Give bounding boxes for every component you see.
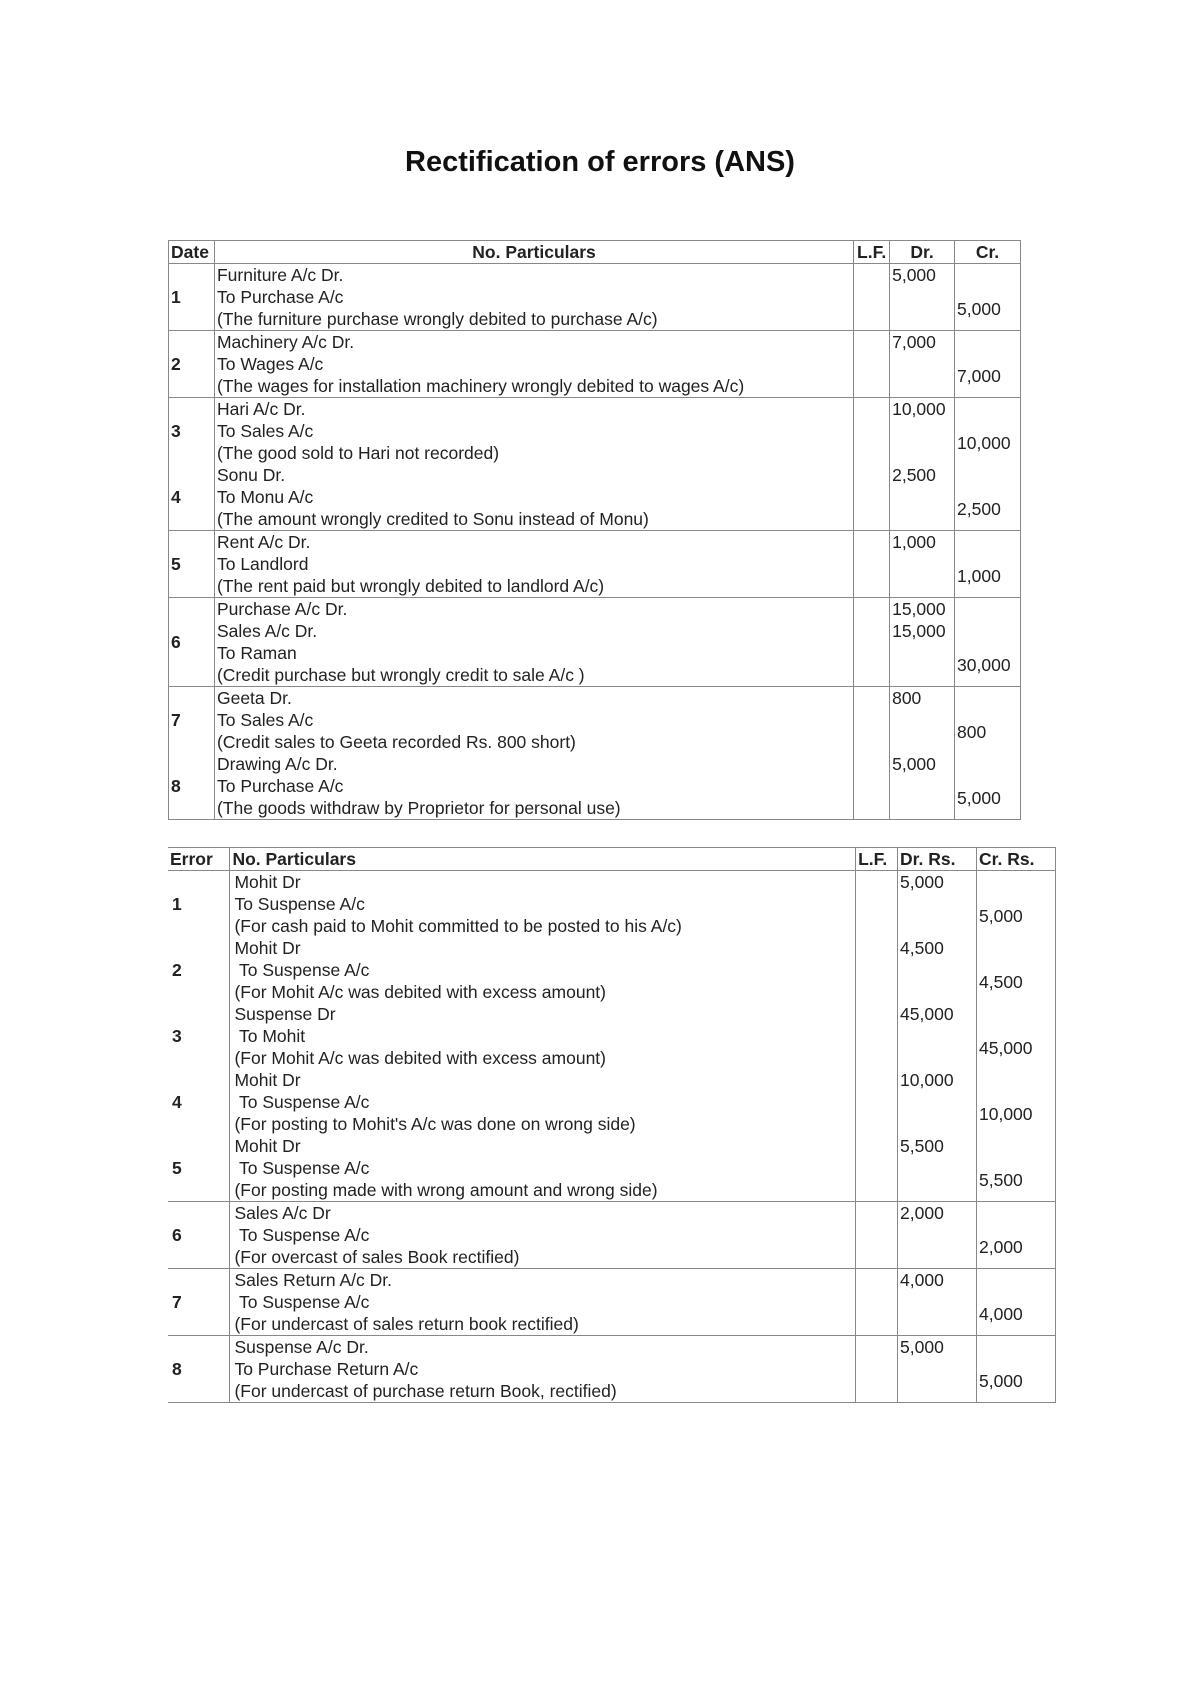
header-lf: L.F. (856, 848, 898, 871)
header-date: Date (169, 241, 215, 264)
entry-debit-amount: 7,000 (890, 331, 955, 398)
entry-lf (854, 464, 890, 531)
entry-lf (856, 1135, 898, 1202)
particulars-line: To Sales A/c (216, 421, 314, 441)
entry-lf (854, 687, 890, 754)
entry-particulars (230, 1202, 856, 1269)
table-row (168, 937, 1056, 1003)
header-dr: Dr. (890, 241, 955, 264)
entry-lf (856, 871, 898, 938)
entry-credit-amount: 10,000 (977, 1069, 1056, 1135)
particulars-line: (For posting to Mohit's A/c was done on wrong side) (234, 1114, 636, 1134)
table-row (169, 753, 1021, 820)
entry-credit-amount: 5,000 (955, 753, 1021, 820)
table-row (169, 687, 1021, 754)
table-row (168, 1003, 1056, 1069)
table-row (168, 871, 1056, 938)
entry-particulars (214, 264, 853, 331)
table-header-row (168, 848, 1056, 871)
particulars-line: Geeta Dr. (216, 688, 292, 708)
header-particulars: No. Particulars (230, 848, 856, 871)
header-cr: Cr. (955, 241, 1021, 264)
entry-credit-amount: 5,000 (955, 264, 1021, 331)
table-row (168, 1269, 1056, 1336)
entry-credit-amount: 5,500 (977, 1135, 1056, 1202)
entry-lf (854, 753, 890, 820)
particulars-line: Mohit Dr (234, 1136, 301, 1156)
entry-particulars (230, 1269, 856, 1336)
entry-credit-amount: 30,000 (955, 598, 1021, 687)
particulars-line: To Purchase A/c (216, 287, 344, 307)
entry-credit-amount: 4,000 (977, 1269, 1056, 1336)
particulars-line: (For cash paid to Mohit committed to be posted to his A/c) (234, 916, 682, 936)
entry-particulars (214, 687, 853, 754)
entry-credit-amount: 45,000 (977, 1003, 1056, 1069)
particulars-line: To Suspense A/c (234, 1092, 370, 1112)
header-error: Error (168, 848, 230, 871)
particulars-line: To Suspense A/c (234, 1225, 370, 1245)
entry-debit-amount: 5,000 (898, 1336, 977, 1403)
particulars-line: To Suspense A/c (234, 1158, 370, 1178)
entry-number: 3 (168, 1003, 230, 1069)
particulars-line: Sales A/c Dr. (216, 621, 318, 641)
entry-number: 8 (169, 753, 215, 820)
entry-credit-amount: 5,000 (977, 1336, 1056, 1403)
entry-particulars (214, 753, 853, 820)
table-row (169, 398, 1021, 465)
entry-particulars (214, 464, 853, 531)
particulars-line: Mohit Dr (234, 1070, 301, 1090)
entry-lf (856, 1269, 898, 1336)
entry-number: 4 (168, 1069, 230, 1135)
entry-lf (854, 598, 890, 687)
entry-lf (854, 531, 890, 598)
entry-lf (856, 1202, 898, 1269)
particulars-line: Hari A/c Dr. (216, 399, 306, 419)
entry-particulars (214, 598, 853, 687)
entry-number: 6 (168, 1202, 230, 1269)
particulars-line: Purchase A/c Dr. (216, 599, 348, 619)
entry-lf (854, 264, 890, 331)
entry-particulars (214, 398, 853, 465)
particulars-line: (For posting made with wrong amount and wrong side) (234, 1180, 658, 1200)
page-title: Rectification of errors (ANS) (405, 146, 795, 178)
entry-number: 1 (169, 264, 215, 331)
entry-particulars (230, 1336, 856, 1403)
table-row (169, 531, 1021, 598)
table-header-row (169, 241, 1021, 264)
entry-credit-amount: 7,000 (955, 331, 1021, 398)
entry-debit-amount: 2,500 (890, 464, 955, 531)
entry-credit-amount: 5,000 (977, 871, 1056, 938)
entry-debit-amount: 45,000 (898, 1003, 977, 1069)
entry-particulars (214, 531, 853, 598)
particulars-line: (Credit purchase but wrongly credit to sale A/c ) (216, 665, 585, 685)
particulars-line: To Wages A/c (216, 354, 324, 374)
entry-lf (856, 1003, 898, 1069)
particulars-line: Sales A/c Dr (234, 1203, 331, 1223)
entry-number: 2 (168, 937, 230, 1003)
particulars-line: Rent A/c Dr. (216, 532, 311, 552)
particulars-line: (The wages for installation machinery wrongly debited to wages A/c) (216, 376, 745, 396)
entry-lf (856, 1069, 898, 1135)
entry-credit-amount: 4,500 (977, 937, 1056, 1003)
entry-lf (856, 937, 898, 1003)
table-row (168, 1135, 1056, 1202)
entry-number: 8 (168, 1336, 230, 1403)
entry-particulars (230, 1003, 856, 1069)
header-dr: Dr. Rs. (898, 848, 977, 871)
table-row (169, 598, 1021, 687)
particulars-line: To Raman (216, 643, 297, 663)
entry-debit-amount: 5,000 (890, 264, 955, 331)
particulars-line: (The good sold to Hari not recorded) (216, 443, 500, 463)
particulars-line: To Purchase Return A/c (234, 1359, 419, 1379)
particulars-line: Suspense Dr (234, 1004, 336, 1024)
entry-number: 7 (168, 1269, 230, 1336)
entry-debit-amount: 15,000 15,000 (890, 598, 955, 687)
entry-particulars (214, 331, 853, 398)
particulars-line: (The furniture purchase wrongly debited to purchase A/c) (216, 309, 658, 329)
particulars-line: Sonu Dr. (216, 465, 286, 485)
particulars-line: To Mohit (234, 1026, 306, 1046)
entry-particulars (230, 937, 856, 1003)
particulars-line: Mohit Dr (234, 938, 301, 958)
particulars-line: To Suspense A/c (234, 960, 370, 980)
entry-particulars (230, 871, 856, 938)
header-cr: Cr. Rs. (977, 848, 1056, 871)
entry-debit-amount: 5,000 (890, 753, 955, 820)
particulars-line: Sales Return A/c Dr. (234, 1270, 393, 1290)
table-row (168, 1202, 1056, 1269)
entry-number: 5 (168, 1135, 230, 1202)
particulars-line: To Suspense A/c (234, 894, 365, 914)
entry-debit-amount: 800 (890, 687, 955, 754)
particulars-line: To Sales A/c (216, 710, 314, 730)
particulars-line: (For Mohit A/c was debited with excess amount) (234, 982, 606, 1002)
entry-number: 3 (169, 398, 215, 465)
particulars-line: (The rent paid but wrongly debited to landlord A/c) (216, 576, 605, 596)
entry-credit-amount: 1,000 (955, 531, 1021, 598)
entry-particulars (230, 1135, 856, 1202)
entry-lf (856, 1336, 898, 1403)
particulars-line: To Purchase A/c (216, 776, 344, 796)
entry-debit-amount: 5,500 (898, 1135, 977, 1202)
entry-debit-amount: 2,000 (898, 1202, 977, 1269)
particulars-line: (For Mohit A/c was debited with excess amount) (234, 1048, 606, 1068)
entry-number: 6 (169, 598, 215, 687)
entry-debit-amount: 4,500 (898, 937, 977, 1003)
journal-table-2 (168, 847, 1056, 1403)
particulars-line: Machinery A/c Dr. (216, 332, 355, 352)
entry-debit-amount: 5,000 (898, 871, 977, 938)
entry-credit-amount: 10,000 (955, 398, 1021, 465)
particulars-line: (Credit sales to Geeta recorded Rs. 800 short) (216, 732, 576, 752)
table-row (169, 464, 1021, 531)
particulars-line: (For undercast of sales return book rectified) (234, 1314, 579, 1334)
particulars-line: (For overcast of sales Book rectified) (234, 1247, 520, 1267)
entry-debit-amount: 4,000 (898, 1269, 977, 1336)
entry-number: 2 (169, 331, 215, 398)
entry-debit-amount: 10,000 (898, 1069, 977, 1135)
entry-debit-amount: 1,000 (890, 531, 955, 598)
entry-number: 7 (169, 687, 215, 754)
particulars-line: (For undercast of purchase return Book, rectified) (234, 1381, 617, 1401)
table-row (169, 264, 1021, 331)
particulars-line: (The amount wrongly credited to Sonu instead of Monu) (216, 509, 649, 529)
particulars-line: To Monu A/c (216, 487, 314, 507)
particulars-line: Mohit Dr (234, 872, 301, 892)
entry-number: 4 (169, 464, 215, 531)
header-particulars: No. Particulars (214, 241, 853, 264)
entry-lf (854, 331, 890, 398)
entry-number: 1 (168, 871, 230, 938)
table-row (168, 1069, 1056, 1135)
entry-credit-amount: 2,500 (955, 464, 1021, 531)
journal-table-1 (168, 240, 1021, 820)
table-row (168, 1336, 1056, 1403)
particulars-line: Furniture A/c Dr. (216, 265, 344, 285)
particulars-line: To Suspense A/c (234, 1292, 370, 1312)
header-lf: L.F. (854, 241, 890, 264)
entry-number: 5 (169, 531, 215, 598)
entry-credit-amount: 2,000 (977, 1202, 1056, 1269)
particulars-line: (The goods withdraw by Proprietor for personal use) (216, 798, 621, 818)
particulars-line: Suspense A/c Dr. (234, 1337, 369, 1357)
entry-particulars (230, 1069, 856, 1135)
particulars-line: To Landlord (216, 554, 309, 574)
table-row (169, 331, 1021, 398)
particulars-line: Drawing A/c Dr. (216, 754, 338, 774)
entry-debit-amount: 10,000 (890, 398, 955, 465)
entry-lf (854, 398, 890, 465)
entry-credit-amount: 800 (955, 687, 1021, 754)
